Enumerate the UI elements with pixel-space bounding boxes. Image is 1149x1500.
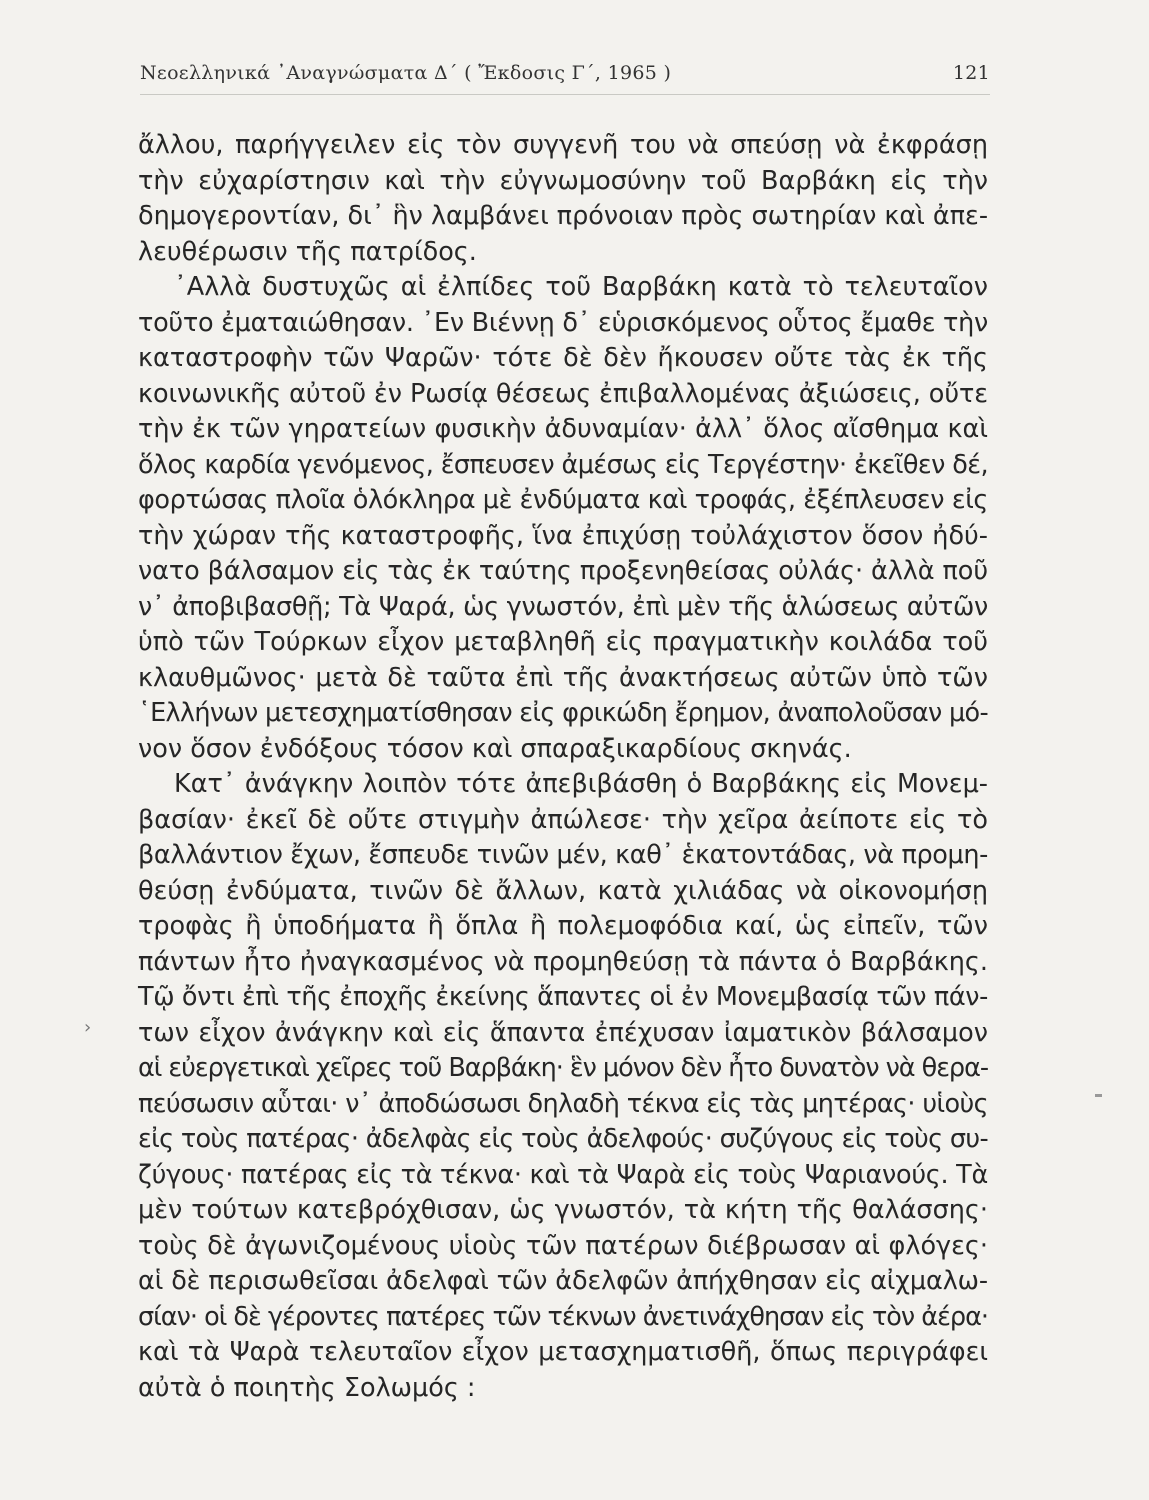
text-line: τὴν εὐχαρίστησιν καὶ τὴν εὐγνωμοσύνην τοῦ Βαρβάκη εἰς τὴν — [138, 165, 988, 196]
text-line: τοὺς δὲ ἀγωνιζομένους υἱοὺς τῶν πατέρων διέβρωσαν αἱ φλόγες· — [138, 1230, 988, 1261]
text-line: νον ὅσον ἐνδόξους τόσον καὶ σπαραξικαρδίους σκηνάς. — [138, 733, 852, 764]
body-text — [138, 128, 988, 1406]
scan-speck — [1095, 1094, 1102, 1097]
text-line: ᾿Αλλὰ δυστυχῶς αἱ ἐλπίδες τοῦ Βαρβάκη κατὰ τὸ τελευταῖον — [174, 272, 988, 302]
text-line: καταστροφὴν τῶν Ψαρῶν· τότε δὲ δὲν ἤκουσεν οὔτε τὰς ἐκ τῆς — [138, 343, 988, 373]
header-rule — [140, 94, 990, 95]
text-line: ὑπὸ τῶν Τούρκων εἶχον μεταβληθῆ εἰς πραγματικὴν κοιλάδα τοῦ — [138, 627, 988, 657]
text-line: ὅλος καρδία γενόμενος, ἔσπευσεν ἀμέσως εἰς Τεργέστην· ἐκεῖθεν δέ, — [138, 449, 988, 480]
text-line: πάντων ἦτο ἠναγκασμένος νὰ προμηθεύσῃ τὰ πάντα ὁ Βαρβάκης. — [138, 946, 988, 977]
text-line: ν᾿ ἀποβιβασθῇ; Τὰ Ψαρά, ὡς γνωστόν, ἐπὶ μὲν τῆς ἁλώσεως αὐτῶν — [138, 591, 988, 622]
text-line: Τῷ ὄντι ἐπὶ τῆς ἐποχῆς ἐκείνης ἅπαντες οἱ ἐν Μονεμβασίᾳ τῶν πάν- — [138, 982, 988, 1012]
text-line: Κατ᾿ ἀνάγκην λοιπὸν τότε ἀπεβιβάσθη ὁ Βαρβάκης εἰς Μονεμ- — [174, 769, 988, 799]
text-line: ἄλλου, παρήγγειλεν εἰς τὸν συγγενῆ του νὰ σπεύσῃ νὰ ἐκφράσῃ — [138, 130, 988, 160]
text-line: σίαν· οἱ δὲ γέροντες πατέρες τῶν τέκνων ἀνετινάχθησαν εἰς τὸν ἀέρα· — [138, 1301, 988, 1332]
text-line: ζύγους· πατέρας εἰς τὰ τέκνα· καὶ τὰ Ψαρὰ εἰς τοὺς Ψαριανούς. Τὰ — [138, 1159, 988, 1190]
text-line: τοῦτο ἐματαιώθησαν. ᾿Εν Βιέννῃ δ᾿ εὑρισκόμενος οὗτος ἔμαθε τὴν — [138, 307, 988, 338]
text-line: τὴν ἐκ τῶν γηρατείων φυσικὴν ἀδυναμίαν· ἀλλ᾿ ὅλος αἴσθημα καὶ — [138, 414, 988, 444]
text-line: τροφὰς ἢ ὑποδήματα ἢ ὅπλα ἢ πολεμοφόδια καί, ὡς εἰπεῖν, τῶν — [138, 911, 988, 941]
text-line: αἱ εὐεργετικαὶ χεῖρες τοῦ Βαρβάκη· ἓν μόνον δὲν ἦτο δυνατὸν νὰ θερα- — [138, 1053, 988, 1083]
text-line: ῾Ελλήνων μετεσχηματίσθησαν εἰς φρικώδη ἔρημον, ἀναπολοῦσαν μό- — [138, 698, 988, 728]
text-line: μὲν τούτων κατεβρόχθισαν, ὡς γνωστόν, τὰ κήτη τῆς θαλάσσης· — [138, 1195, 988, 1225]
margin-mark: › — [84, 1017, 92, 1038]
text-line: δημογεροντίαν, δι᾿ ἣν λαμβάνει πρόνοιαν πρὸς σωτηρίαν καὶ ἀπε- — [138, 201, 988, 231]
page-number: 121 — [952, 62, 990, 84]
text-line: κλαυθμῶνος· μετὰ δὲ ταῦτα ἐπὶ τῆς ἀνακτήσεως αὐτῶν ὑπὸ τῶν — [138, 662, 988, 693]
text-line: φορτώσας πλοῖα ὁλόκληρα μὲ ἐνδύματα καὶ τροφάς, ἐξέπλευσεν εἰς — [138, 485, 988, 515]
text-line: τὴν χώραν τῆς καταστροφῆς, ἵνα ἐπιχύσῃ τοὐλάχιστον ὅσον ἠδύ- — [138, 520, 988, 551]
text-line: των εἶχον ἀνάγκην καὶ εἰς ἅπαντα ἐπέχυσαν ἰαματικὸν βάλσαμον — [138, 1017, 988, 1048]
text-line: θεύσῃ ἐνδύματα, τινῶν δὲ ἄλλων, κατὰ χιλιάδας νὰ οἰκονομήσῃ — [138, 875, 988, 906]
text-line: πεύσωσιν αὗται· ν᾿ ἀποδώσωσι δηλαδὴ τέκνα εἰς τὰς μητέρας· υἱοὺς — [138, 1088, 988, 1119]
text-line: καὶ τὰ Ψαρὰ τελευταῖον εἶχον μετασχηματισθῆ, ὅπως περιγράφει — [138, 1337, 988, 1367]
text-line: βασίαν· ἐκεῖ δὲ οὔτε στιγμὴν ἀπώλεσε· τὴν χεῖρα ἀείποτε εἰς τὸ — [138, 804, 988, 835]
text-line: νατο βάλσαμον εἰς τὰς ἐκ ταύτης προξενηθείσας οὐλάς· ἀλλὰ ποῦ — [138, 556, 988, 586]
running-head: Νεοελληνικά ᾿Αναγνώσματα Δ΄ ( Ἔκδοσις Γ΄, 1965 ) — [140, 62, 672, 84]
text-line: βαλλάντιον ἔχων, ἔσπευδε τινῶν μέν, καθ᾿ ἑκατοντάδας, νὰ προμη- — [138, 840, 988, 870]
text-line: εἰς τοὺς πατέρας· ἀδελφὰς εἰς τοὺς ἀδελφούς· συζύγους εἰς τοὺς συ- — [138, 1124, 988, 1154]
text-line: λευθέρωσιν τῆς πατρίδος. — [138, 236, 477, 267]
text-line: κοινωνικῆς αὐτοῦ ἐν Ρωσίᾳ θέσεως ἐπιβαλλομένας ἀξιώσεις, οὔτε — [138, 378, 988, 409]
text-line: αὐτὰ ὁ ποιητὴς Σολωμός : — [138, 1372, 476, 1403]
text-line: αἱ δὲ περισωθεῖσαι ἀδελφαὶ τῶν ἀδελφῶν ἀπήχθησαν εἰς αἰχμαλω- — [138, 1266, 988, 1296]
